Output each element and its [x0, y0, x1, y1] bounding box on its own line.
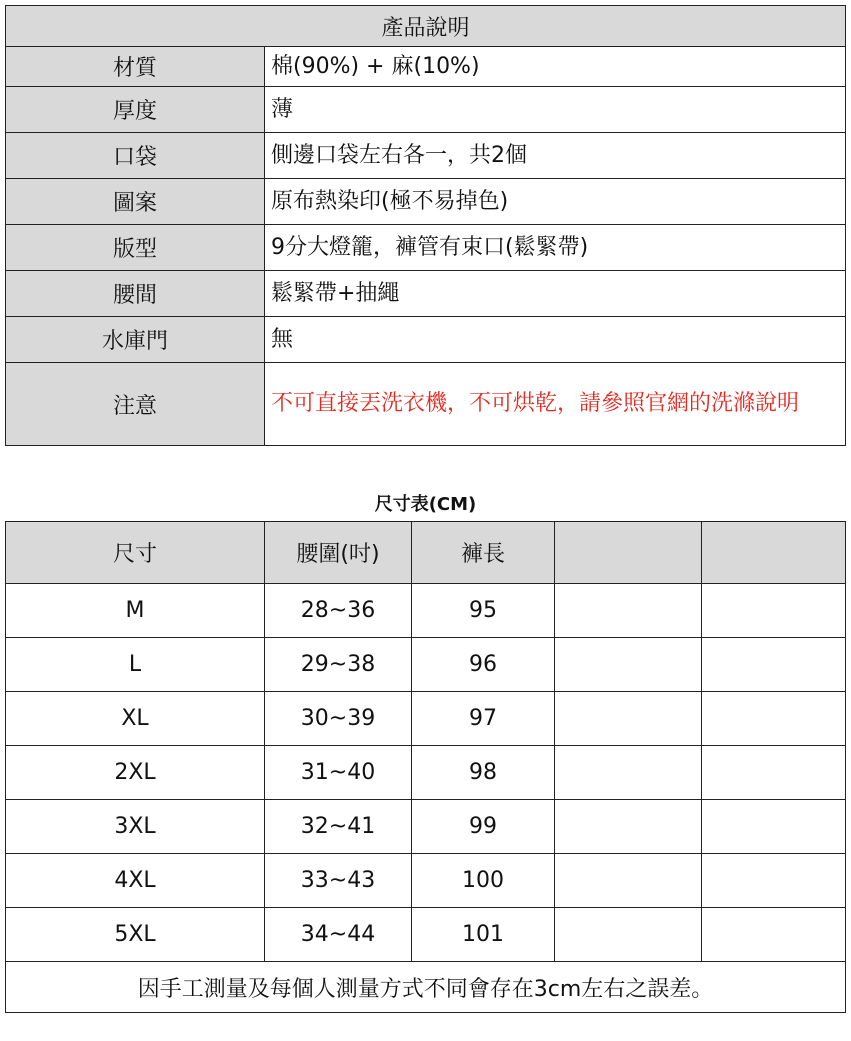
row-value: 原布熱染印(極不易掉色) — [265, 179, 846, 225]
empty-cell — [555, 854, 702, 908]
table-row — [6, 854, 846, 908]
length-cell: 97 — [412, 692, 555, 746]
table-row — [6, 800, 846, 854]
empty-cell — [555, 800, 702, 854]
size-cell: 5XL — [6, 908, 265, 962]
waist-cell: 34~44 — [265, 908, 412, 962]
table-row — [6, 584, 846, 638]
empty-cell — [702, 584, 846, 638]
row-value: 9分大燈籠，褲管有束口(鬆緊帶) — [265, 225, 846, 271]
length-cell: 101 — [412, 908, 555, 962]
table-row — [6, 225, 846, 271]
size-cell: 2XL — [6, 746, 265, 800]
waist-cell: 29~38 — [265, 638, 412, 692]
empty-cell — [702, 746, 846, 800]
table-row — [6, 692, 846, 746]
header-length: 褲長 — [412, 522, 555, 584]
table-row — [6, 271, 846, 317]
row-label: 水庫門 — [6, 317, 265, 363]
measurement-footnote: 因手工測量及每個人測量方式不同會存在3cm左右之誤差。 — [6, 962, 846, 1013]
table-row — [6, 746, 846, 800]
row-value: 棉(90%) + 麻(10%) — [265, 47, 846, 87]
waist-cell: 30~39 — [265, 692, 412, 746]
header-size: 尺寸 — [6, 522, 265, 584]
table-row — [6, 638, 846, 692]
waist-cell: 33~43 — [265, 854, 412, 908]
empty-cell — [702, 854, 846, 908]
header-empty — [555, 522, 702, 584]
size-chart-title: 尺寸表(CM) — [374, 494, 477, 515]
empty-cell — [555, 746, 702, 800]
size-cell: XL — [6, 692, 265, 746]
table-row — [6, 179, 846, 225]
header-waist: 腰圍(吋) — [265, 522, 412, 584]
description-title: 產品說明 — [6, 6, 846, 47]
empty-cell — [555, 692, 702, 746]
row-value: 側邊口袋左右各一，共2個 — [265, 133, 846, 179]
table-row — [6, 87, 846, 133]
row-label: 口袋 — [6, 133, 265, 179]
empty-cell — [702, 800, 846, 854]
row-value: 薄 — [265, 87, 846, 133]
size-cell: 4XL — [6, 854, 265, 908]
header-empty — [702, 522, 846, 584]
waist-cell: 31~40 — [265, 746, 412, 800]
row-label: 圖案 — [6, 179, 265, 225]
table-row — [6, 317, 846, 363]
waist-cell: 28~36 — [265, 584, 412, 638]
size-cell: M — [6, 584, 265, 638]
size-cell: L — [6, 638, 265, 692]
row-label: 注意 — [6, 363, 265, 446]
empty-cell — [555, 638, 702, 692]
waist-cell: 32~41 — [265, 800, 412, 854]
row-label: 材質 — [6, 47, 265, 87]
table-row — [6, 363, 846, 446]
row-value: 鬆緊帶+抽繩 — [265, 271, 846, 317]
row-label: 版型 — [6, 225, 265, 271]
table-row — [6, 908, 846, 962]
care-note: 不可直接丟洗衣機，不可烘乾，請參照官網的洗滌說明 — [265, 363, 846, 446]
length-cell: 99 — [412, 800, 555, 854]
table-header-row — [6, 522, 846, 584]
size-chart-table — [5, 521, 846, 1013]
empty-cell — [702, 908, 846, 962]
table-row — [6, 133, 846, 179]
size-cell: 3XL — [6, 800, 265, 854]
product-description-table — [5, 5, 846, 446]
row-value: 無 — [265, 317, 846, 363]
length-cell: 96 — [412, 638, 555, 692]
row-label: 厚度 — [6, 87, 265, 133]
empty-cell — [555, 584, 702, 638]
length-cell: 100 — [412, 854, 555, 908]
empty-cell — [555, 908, 702, 962]
table-row — [6, 47, 846, 87]
row-label: 腰間 — [6, 271, 265, 317]
length-cell: 95 — [412, 584, 555, 638]
empty-cell — [702, 692, 846, 746]
table-footer-row — [6, 962, 846, 1013]
length-cell: 98 — [412, 746, 555, 800]
empty-cell — [702, 638, 846, 692]
